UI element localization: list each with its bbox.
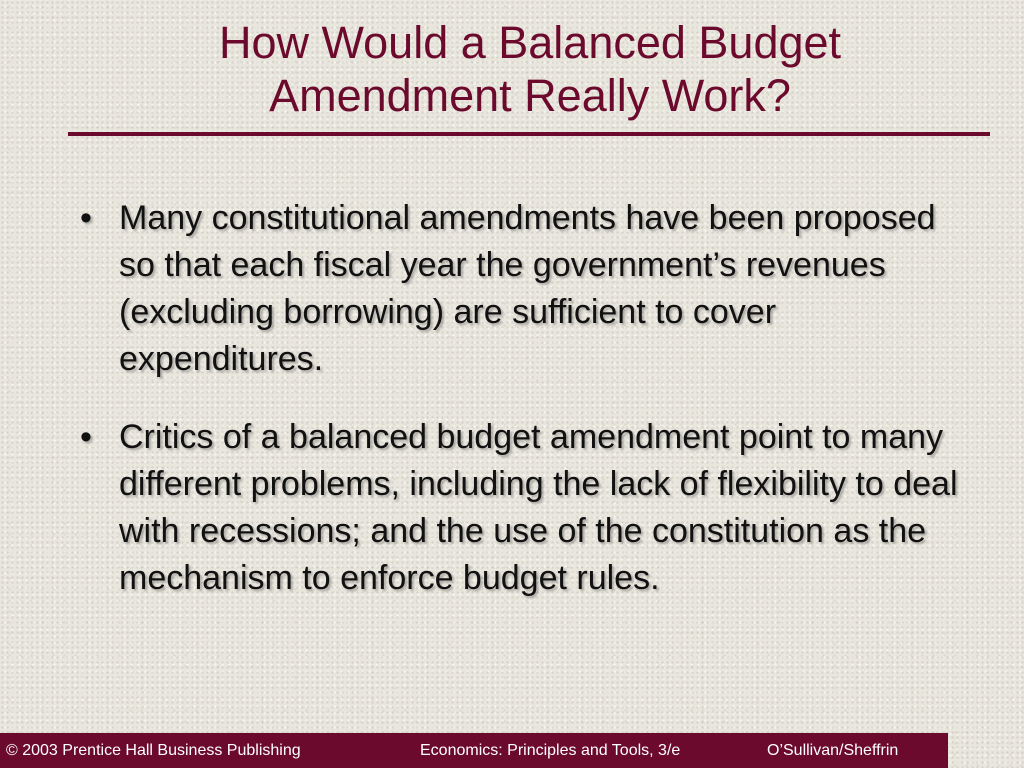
bullet-list xyxy=(78,195,958,602)
slide-title-line-2: Amendment Really Work? xyxy=(269,70,791,121)
bullet-text: Critics of a balanced budget amendment point to many different problems, including the lack of flexibility to deal with recessions; and the use of the constitution as the mechanism to enforce budget rules. xyxy=(119,418,958,597)
footer-book-title: Economics: Principles and Tools, 3/e xyxy=(420,742,681,759)
bullet-item xyxy=(78,414,958,602)
bullet-dot-icon: • xyxy=(80,418,92,456)
slide-title-line-1: How Would a Balanced Budget xyxy=(218,17,842,68)
title-divider xyxy=(68,132,990,136)
bullet-dot-icon: • xyxy=(80,199,92,237)
bullet-text: Many constitutional amendments have been proposed so that each fiscal year the government’s revenues (excluding borrowing) are sufficient to cover expenditures. xyxy=(119,199,936,378)
footer-copyright: © 2003 Prentice Hall Business Publishing xyxy=(6,742,301,759)
bullet-item xyxy=(78,195,958,383)
slide-title xyxy=(0,16,1024,122)
footer-bar xyxy=(0,733,948,768)
footer-authors: O’Sullivan/Sheffrin xyxy=(767,742,899,759)
